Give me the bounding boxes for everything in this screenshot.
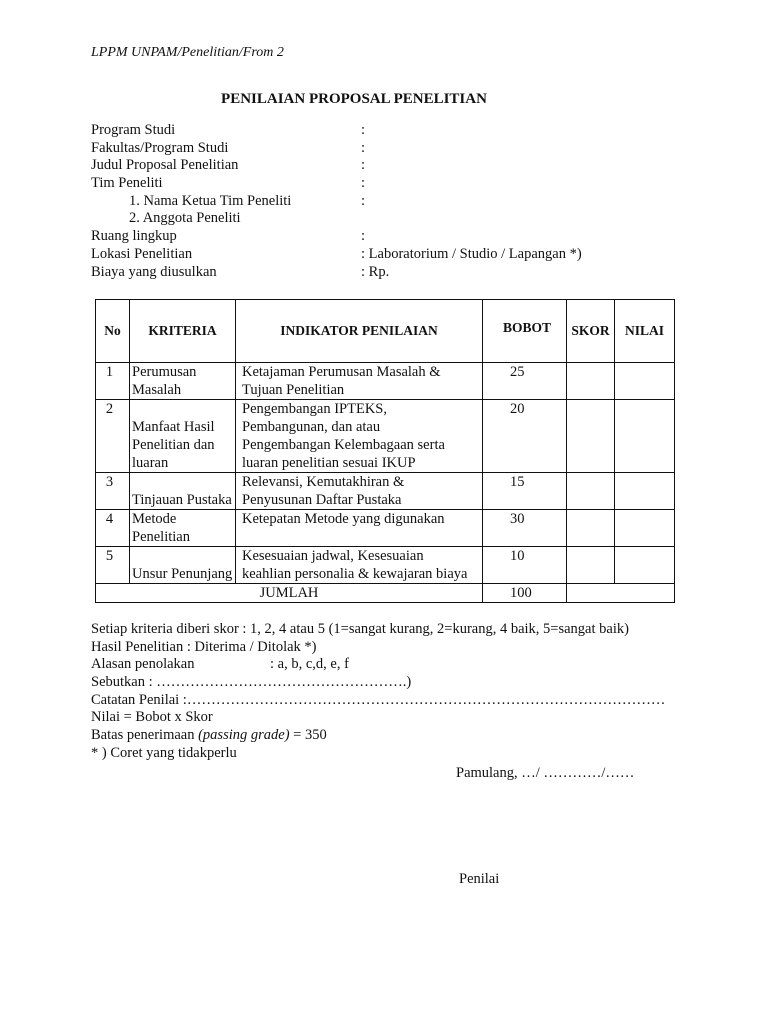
- cell-indikator-line: keahlian personalia & kewajaran biaya: [242, 566, 468, 582]
- cell-skor: [567, 363, 615, 400]
- cell-indikator: [236, 400, 483, 473]
- cell-no: 2: [96, 400, 130, 473]
- info-value: :: [361, 228, 366, 245]
- table-row: [96, 547, 675, 584]
- hasil-penelitian: Hasil Penelitian : Diterima / Ditolak *): [91, 638, 317, 655]
- header-bobot: [483, 300, 567, 363]
- cell-indikator-line: Pembangunan, dan atau: [242, 419, 381, 435]
- cell-no: 5: [96, 547, 130, 584]
- cell-bobot: 25: [483, 363, 567, 400]
- cell-skor: [567, 547, 615, 584]
- cell-kriteria-line: Perumusan: [132, 364, 197, 380]
- info-value: : Rp.: [361, 263, 390, 280]
- cell-kriteria: [130, 363, 236, 400]
- notes-section: [91, 621, 665, 763]
- table-row: [96, 473, 675, 510]
- batas-suffix: = 350: [289, 727, 327, 744]
- cell-skor: [567, 400, 615, 473]
- cell-indikator-line: Pengembangan Kelembagaan serta: [242, 437, 445, 453]
- table-row: [96, 363, 675, 400]
- signature-penilai-label: Penilai: [459, 871, 500, 887]
- cell-kriteria: [130, 473, 236, 510]
- cell-kriteria-line: Metode: [132, 511, 177, 527]
- cell-bobot: 20: [483, 400, 567, 473]
- header-nilai: NILAI: [615, 300, 675, 363]
- cell-kriteria-line: luaran: [132, 455, 169, 471]
- cell-kriteria-line: [132, 547, 235, 565]
- header-kriteria: KRITERIA: [130, 300, 236, 363]
- header-bobot-label: BOBOT: [503, 320, 552, 335]
- cell-indikator-line: Pengembangan IPTEKS,: [242, 401, 387, 417]
- catatan-penilai-line: Catatan Penilai :………………………………………………………………………………………: [91, 691, 666, 708]
- signature-place-date: Pamulang, …/ …………/……: [456, 765, 635, 781]
- cell-kriteria-line: Tinjauan Pustaka: [132, 492, 232, 508]
- nilai-formula: Nilai = Bobot x Skor: [91, 709, 213, 726]
- sebutkan-line: Sebutkan : …………………………………………….): [91, 674, 412, 691]
- cell-skor: [567, 473, 615, 510]
- alasan-label: Alasan penolakan: [91, 656, 195, 673]
- info-label: 1. Nama Ketua Tim Peneliti: [129, 192, 292, 209]
- table-row: [96, 400, 675, 473]
- document-title: PENILAIAN PROPOSAL PENELITIAN: [221, 91, 487, 107]
- cell-kriteria-line: [132, 400, 235, 418]
- info-value: :: [361, 122, 366, 138]
- info-label: Ruang lingkup: [91, 228, 177, 245]
- cell-kriteria-line: Manfaat Hasil: [132, 419, 215, 435]
- jumlah-label: JUMLAH: [96, 584, 483, 603]
- info-value: :: [361, 192, 366, 209]
- cell-no: 4: [96, 510, 130, 547]
- cell-kriteria-line: [132, 473, 235, 491]
- info-value: : Laboratorium / Studio / Lapangan *): [361, 245, 582, 262]
- jumlah-empty-cell: [567, 584, 675, 603]
- cell-bobot: 30: [483, 510, 567, 547]
- cell-kriteria-line: Penelitian dan: [132, 437, 215, 453]
- jumlah-row: [96, 584, 675, 603]
- cell-nilai: [615, 547, 675, 584]
- cell-kriteria-line: Penelitian: [132, 529, 190, 545]
- cell-bobot: 15: [483, 473, 567, 510]
- info-label: Program Studi: [91, 122, 176, 138]
- form-code-header: LPPM UNPAM/Penelitian/From 2: [91, 45, 284, 60]
- cell-nilai: [615, 363, 675, 400]
- info-value: :: [361, 157, 366, 174]
- cell-nilai: [615, 510, 675, 547]
- skor-note: Setiap kriteria diberi skor : 1, 2, 4 atau 5 (1=sangat kurang, 2=kurang, 4 baik, 5=sangat baik): [91, 621, 629, 637]
- cell-indikator-line: Penyusunan Daftar Pustaka: [242, 492, 402, 508]
- info-value: :: [361, 175, 366, 192]
- header-skor: SKOR: [567, 300, 615, 363]
- cell-indikator-line: Ketepatan Metode yang digunakan: [242, 511, 445, 527]
- cell-indikator: [236, 510, 483, 547]
- cell-no: 3: [96, 473, 130, 510]
- header-no: No: [96, 300, 130, 363]
- alasan-penolakan-row: [91, 656, 665, 674]
- cell-indikator: [236, 547, 483, 584]
- coret-note: * ) Coret yang tidakperlu: [91, 744, 237, 761]
- info-label: Tim Peneliti: [91, 175, 163, 192]
- cell-indikator-line: Ketajaman Perumusan Masalah &: [242, 364, 441, 380]
- cell-bobot: 10: [483, 547, 567, 584]
- cell-indikator: [236, 363, 483, 400]
- jumlah-value: 100: [483, 584, 567, 603]
- info-label: Fakultas/Program Studi: [91, 139, 229, 156]
- info-label: Lokasi Penelitian: [91, 245, 193, 262]
- cell-indikator-line: luaran penelitian sesuai IKUP: [242, 455, 416, 471]
- info-label: Biaya yang diusulkan: [91, 263, 217, 280]
- cell-kriteria: [130, 547, 236, 584]
- table-header-row: [96, 300, 675, 363]
- batas-penerimaan: [91, 727, 665, 745]
- assessment-criteria-table: [95, 299, 675, 603]
- alasan-value: : a, b, c,d, e, f: [270, 656, 349, 673]
- batas-passing-grade: (passing grade): [198, 727, 290, 744]
- cell-nilai: [615, 473, 675, 510]
- cell-kriteria-line: Unsur Penunjang: [132, 566, 233, 582]
- cell-indikator: [236, 473, 483, 510]
- cell-indikator-line: Kesesuaian jadwal, Kesesuaian: [242, 548, 424, 564]
- table-body: [96, 363, 675, 584]
- table-row: [96, 510, 675, 547]
- cell-kriteria: [130, 510, 236, 547]
- cell-skor: [567, 510, 615, 547]
- cell-kriteria-line: Masalah: [132, 382, 182, 398]
- info-label: Judul Proposal Penelitian: [91, 157, 239, 174]
- header-indikator: INDIKATOR PENILAIAN: [236, 300, 483, 363]
- info-value: :: [361, 139, 366, 156]
- cell-indikator-line: Tujuan Penelitian: [242, 382, 345, 398]
- cell-indikator-line: Relevansi, Kemutakhiran &: [242, 474, 405, 490]
- cell-nilai: [615, 400, 675, 473]
- cell-kriteria: [130, 400, 236, 473]
- cell-no: 1: [96, 363, 130, 400]
- batas-prefix: Batas penerimaan: [91, 727, 199, 744]
- info-label: 2. Anggota Peneliti: [129, 210, 241, 227]
